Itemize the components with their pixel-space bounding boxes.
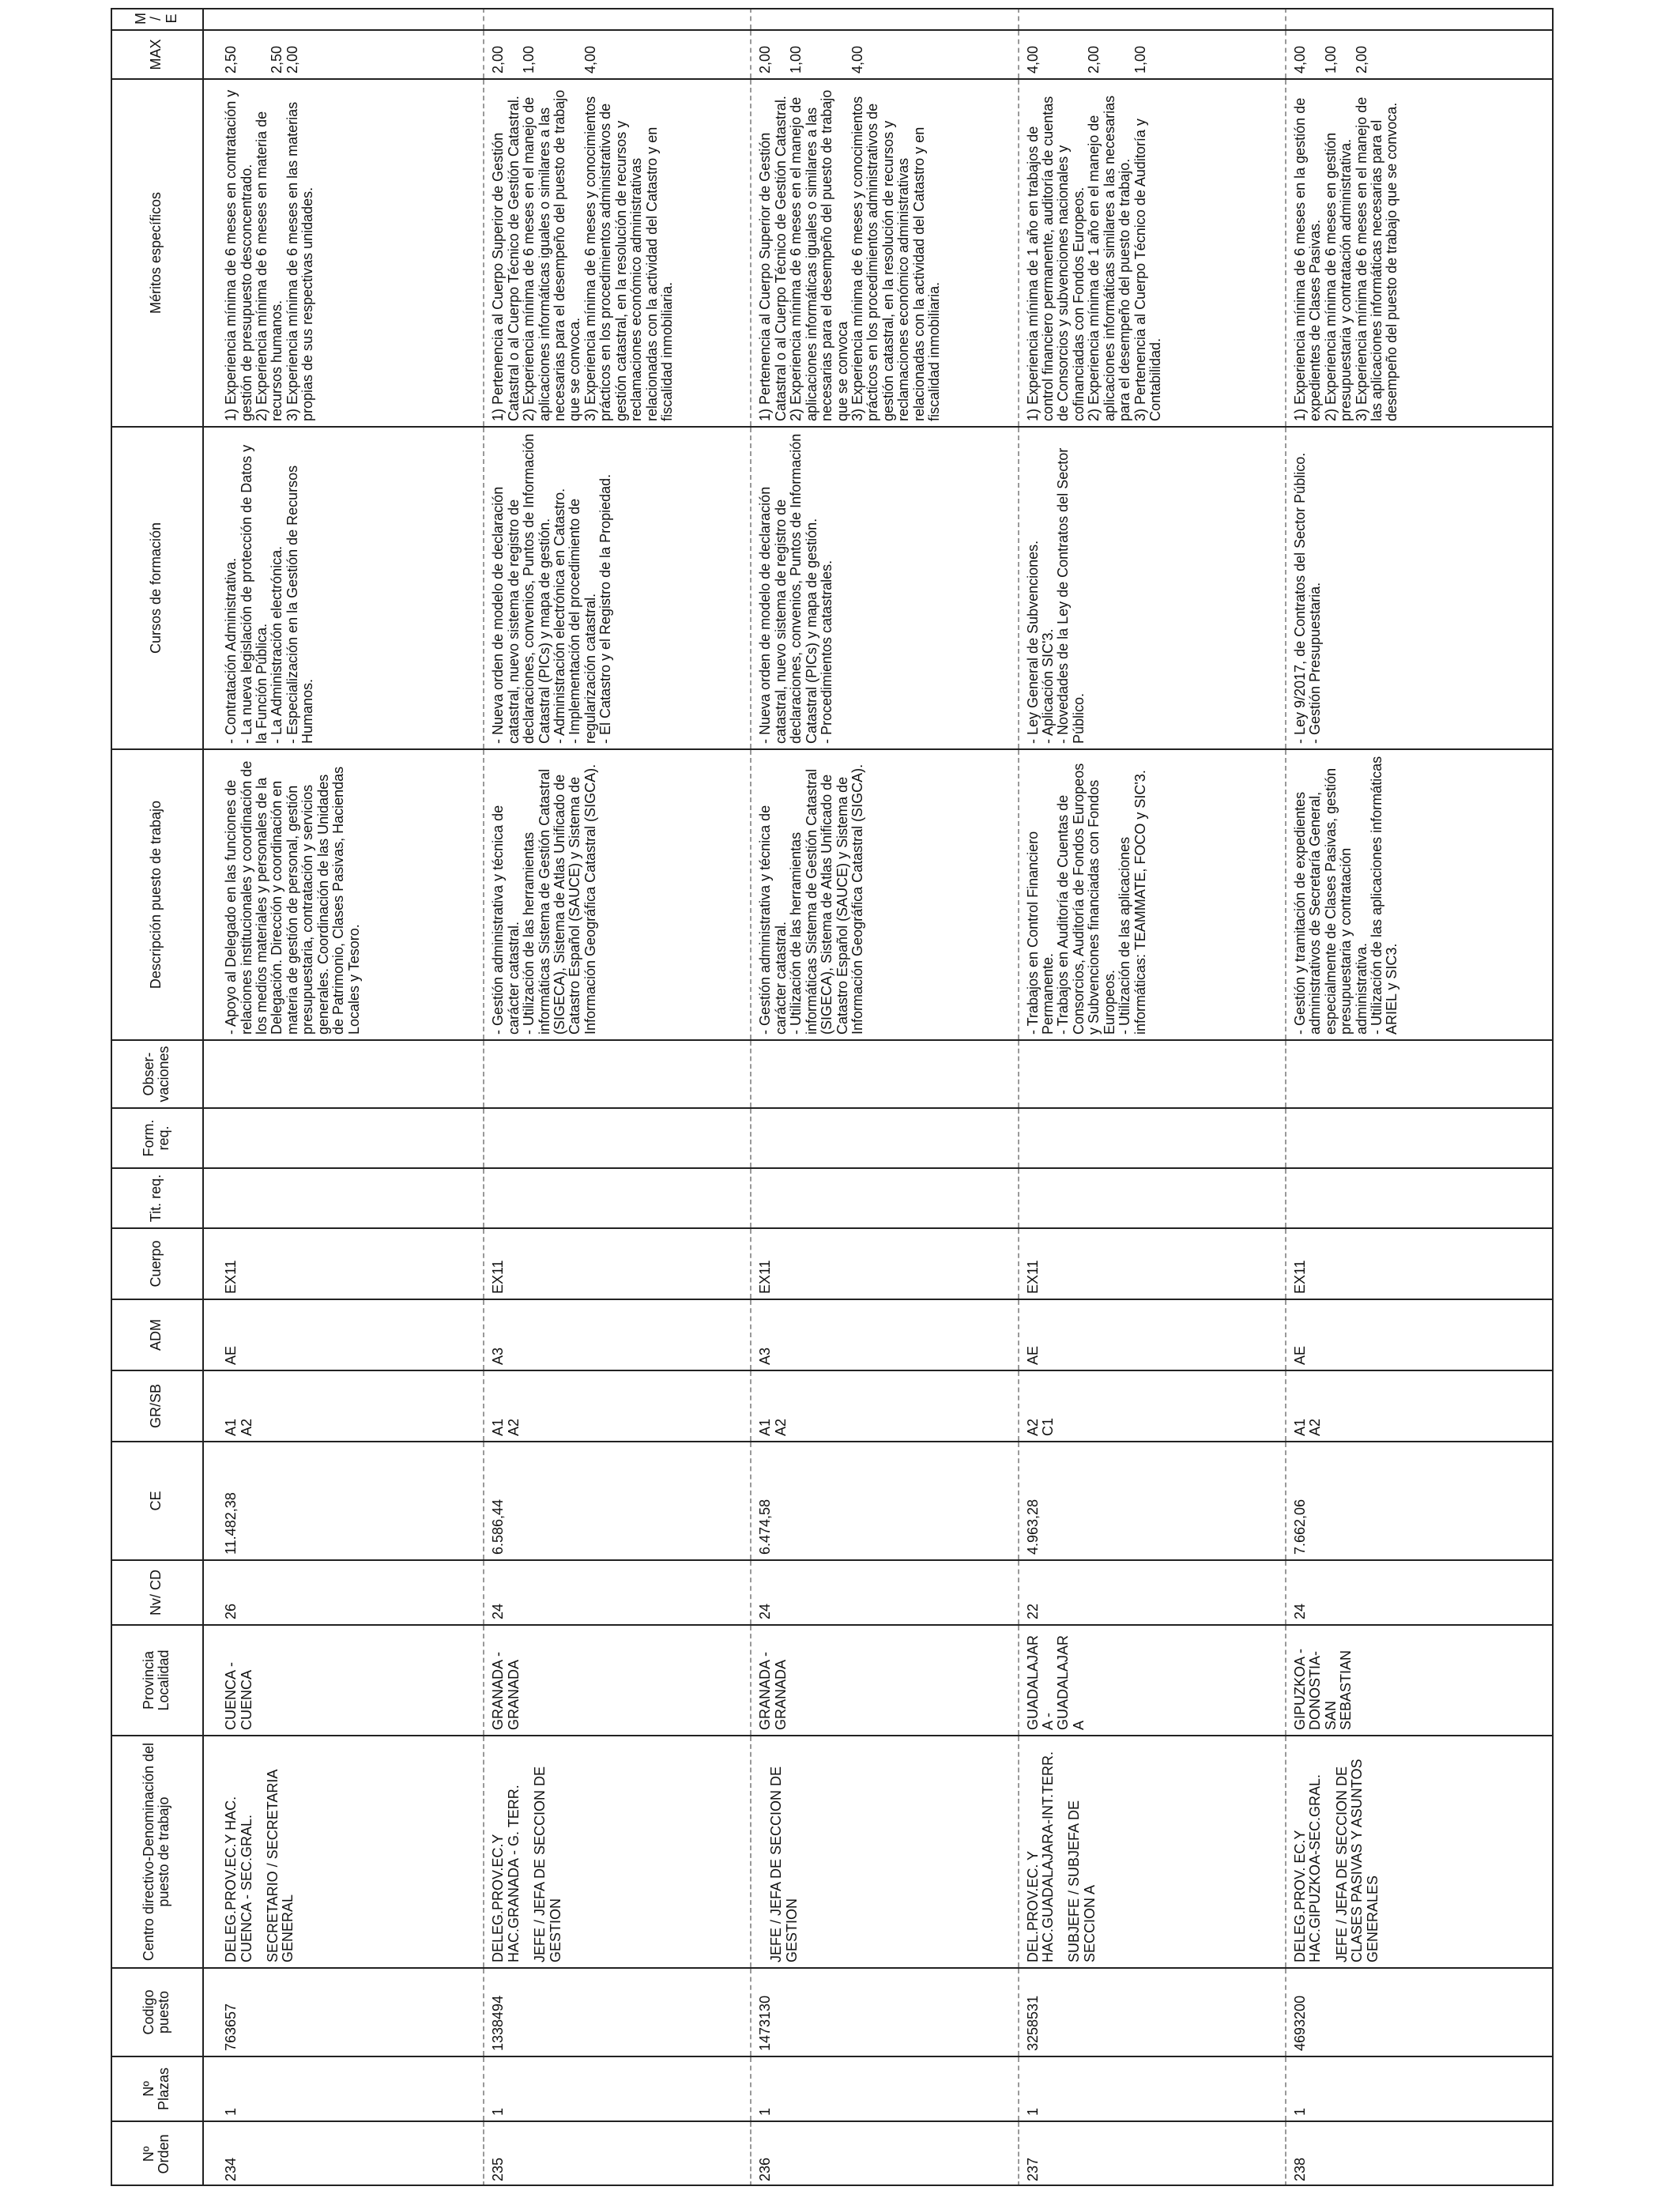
cell-codigo: 4693200 [1286, 1968, 1553, 2056]
cell-plazas: 1 [1019, 2056, 1286, 2121]
cell-ce: 11.482,38 [217, 1442, 484, 1560]
header-max: MAX [111, 30, 203, 79]
header-formacion: Form. req. [111, 1108, 203, 1168]
cell-descripcion: - Gestión administrativa y técnica de carácter catastral. - Utilización de las herramientas informáticas Sistema de Gestión Catastral (SIGECA), Sistema de Atlas Unificado de Catastro Español (SAUCE) y Sistema de Información Geográfica Catastral (SIGCA). [751, 749, 1018, 1040]
cell-codigo: 3258531 [1019, 1968, 1286, 2056]
cell-max: 2,00 1,00 4,00 [484, 30, 751, 79]
cell-plazas: 1 [751, 2056, 1018, 2121]
cell-meritos: 1) Pertenencia al Cuerpo Superior de Gestión Catastral o al Cuerpo Técnico de Gestión Catastral. 2) Experiencia mínima de 6 meses en el manejo de aplicaciones informáticas iguales o similares a las necesarias para el desempeño del puesto de trabajo que se convoca. 3) Experiencia mínima de 6 meses y conocimientos prácticos en los procedimientos administrativos de gestión catastral, en la resolución de recursos y reclamaciones económico administrativas relacionadas con la actividad del Catastro y en fiscalidad inmobiliaria. [484, 79, 751, 427]
cell-adm: A3 [751, 1299, 1018, 1370]
denominacion-puesto: JEFE / JEFA DE SECCION DE GESTION [768, 1766, 800, 1962]
cell-cursos: - Ley 9/2017, de Contratos del Sector Público. - Gestión Presupuestaria. [1286, 427, 1553, 749]
header-centro: Centro directivo-Denominación del puesto de trabajo [111, 1736, 203, 1968]
cell-formacion [751, 1108, 1018, 1168]
cell-orden: 238 [1286, 2121, 1553, 2186]
header-nivel: Nv/ CD [111, 1560, 203, 1625]
table-row [484, 8, 751, 2186]
job-positions-table [111, 8, 1554, 2186]
cell-formacion [484, 1108, 751, 1168]
cell-me [1286, 8, 1553, 30]
cell-grupo: A1 A2 [1286, 1370, 1553, 1442]
denominacion-puesto: JEFE / JEFA DE SECCION DE GESTION [532, 1766, 563, 1962]
header-adm: ADM [111, 1299, 203, 1370]
cell-adm: AE [1286, 1299, 1553, 1370]
cell-nivel: 26 [217, 1560, 484, 1625]
cell-codigo: 1473130 [751, 1968, 1018, 2056]
cell-orden: 237 [1019, 2121, 1286, 2186]
cell-ce: 4.963,28 [1019, 1442, 1286, 1560]
cell-me [217, 8, 484, 30]
cell-plazas: 1 [484, 2056, 751, 2121]
spacer-row [203, 8, 217, 2186]
cell-me [1019, 8, 1286, 30]
cell-plazas: 1 [217, 2056, 484, 2121]
cell-codigo: 1338494 [484, 1968, 751, 2056]
cell-descripcion: - Apoyo al Delegado en las funciones de relaciones institucionales y coordinación de los medios materiales y personales de la Delegación. Dirección y coordinación en materia de gestión de personal, gestión presupuestaria, contratación y servicios generales. Coordinación de las Unidades de Patrimonio, Clases Pasivas, Haciendas Locales y Tesoro. [217, 749, 484, 1040]
header-me: M/E [111, 8, 203, 30]
cell-me [751, 8, 1018, 30]
cell-meritos: 1) Pertenencia al Cuerpo Superior de Gestión Catastral o al Cuerpo Técnico de Gestión Catastral. 2) Experiencia mínima de 6 meses en el manejo de aplicaciones informáticas iguales o similares a las necesarias para el desempeño del puesto de trabajo que se convoca 3) Experiencia mínima de 6 meses y conocimientos prácticos en los procedimientos administrativos de gestión catastral, en la resolución de recursos y reclamaciones económico administrativas relacionadas con la actividad del Catastro y en fiscalidad inmobiliaria. [751, 79, 1018, 427]
cell-centro [1019, 1736, 1286, 1968]
header-meritos: Méritos específicos [111, 79, 203, 427]
cell-titulacion [484, 1168, 751, 1228]
header-descripcion: Descripción puesto de trabajo [111, 749, 203, 1040]
cell-observaciones [1019, 1040, 1286, 1108]
cell-cuerpo: EX11 [1019, 1228, 1286, 1299]
cell-grupo: A2 C1 [1019, 1370, 1286, 1442]
cell-cuerpo: EX11 [1286, 1228, 1553, 1299]
cell-adm: A3 [484, 1299, 751, 1370]
cell-descripcion: - Gestión administrativa y técnica de carácter catastral. - Utilización de las herramientas informáticas Sistema de Gestión Catastral (SIGECA), Sistema de Atlas Unificado de Catastro Español (SAUCE) y Sistema de Información Geográfica Catastral (SIGCA). [484, 749, 751, 1040]
cell-me [484, 8, 751, 30]
cell-max: 2,00 1,00 4,00 [751, 30, 1018, 79]
cell-titulacion [751, 1168, 1018, 1228]
cell-adm: AE [217, 1299, 484, 1370]
cell-provincia: GRANADA - GRANADA [484, 1625, 751, 1736]
cell-formacion [217, 1108, 484, 1168]
header-provincia: Provincia Localidad [111, 1625, 203, 1736]
cell-ce: 6.586,44 [484, 1442, 751, 1560]
cell-grupo: A1 A2 [751, 1370, 1018, 1442]
cell-titulacion [217, 1168, 484, 1228]
header-grupo: GR/SB [111, 1370, 203, 1442]
cell-observaciones [1286, 1040, 1553, 1108]
cell-provincia: GUADALAJARA - GUADALAJARA [1019, 1625, 1286, 1736]
cell-titulacion [1019, 1168, 1286, 1228]
cell-observaciones [751, 1040, 1018, 1108]
cell-titulacion [1286, 1168, 1553, 1228]
table-row [217, 8, 484, 2186]
header-observaciones: Obser-vaciones [111, 1040, 203, 1108]
cell-nivel: 22 [1019, 1560, 1286, 1625]
centro-directivo: DELEG.PROV.EC.Y HAC.GRANADA - G. TERR. [490, 1785, 522, 1962]
cell-plazas: 1 [1286, 2056, 1553, 2121]
table-row [1019, 8, 1286, 2186]
header-orden: Nº Orden [111, 2121, 203, 2186]
cell-nivel: 24 [1286, 1560, 1553, 1625]
cell-adm: AE [1019, 1299, 1286, 1370]
cell-observaciones [217, 1040, 484, 1108]
cell-cuerpo: EX11 [751, 1228, 1018, 1299]
header-plazas: Nº Plazas [111, 2056, 203, 2121]
cell-orden: 236 [751, 2121, 1018, 2186]
header-codigo: Codigo puesto [111, 1968, 203, 2056]
header-titulacion: Tit. req. [111, 1168, 203, 1228]
cell-cursos: - Contratación Administrativa. - La nueva legislación de protección de Datos y la Función Pública. - La Administración electrónica. - Especialización en la Gestión de Recursos Humanos. [217, 427, 484, 749]
cell-centro [217, 1736, 484, 1968]
cell-orden: 235 [484, 2121, 751, 2186]
header-cursos: Cursos de formación [111, 427, 203, 749]
cell-max: 2,50 2,50 2,00 [217, 30, 484, 79]
denominacion-puesto: SUBJEFE / SUBJEFA DE SECCION A [1066, 1800, 1098, 1962]
denominacion-puesto: JEFE / JEFA DE SECCION DE CLASES PASIVAS Y ASUNTOS GENERALES [1333, 1759, 1381, 1962]
cell-cursos: - Nueva orden de modelo de declaración catastral, nuevo sistema de registro de declaraciones, convenios, Puntos de Información Catastral (PICs) y mapa de gestión. - Procedimientos catastrales. [751, 427, 1018, 749]
cell-meritos: 1) Experiencia mínima de 1 año en trabajos de control financiero permanente, auditoría de cuentas de Consorcios y subvenciones nacionales y cofinanciadas con Fondos Europeos. 2) Experiencia mínima de 1 año en el manejo de aplicaciones informáticas similares a las necesarias para el desempeño del puesto de trabajo. 3) Pertenencia al Cuerpo Técnico de Auditoría y Contabilidad. [1019, 79, 1286, 427]
cell-descripcion: - Trabajos en Control Financiero Permanente. - Trabajos en Auditoría de Cuentas de Consorcios, Auditoría de Fondos Europeos y Subvenciones financiadas con Fondos Europeos. - Utilización de las aplicaciones informáticas: TEAMMATE, FOCO y SIC'3. [1019, 749, 1286, 1040]
cell-codigo: 763657 [217, 1968, 484, 2056]
header-ce: CE [111, 1442, 203, 1560]
header-row [111, 8, 203, 2186]
table-row [1286, 8, 1553, 2186]
cell-centro [751, 1736, 1018, 1968]
cell-cursos: - Nueva orden de modelo de declaración catastral, nuevo sistema de registro de declaraciones, convenios, Puntos de Información Catastral (PICs) y mapa de gestión. - Administración electrónica en Catastro. - Implementación del procedimiento de regularización catastral. - El Catastro y el Registro de la Propiedad. [484, 427, 751, 749]
cell-grupo: A1 A2 [484, 1370, 751, 1442]
cell-formacion [1286, 1108, 1553, 1168]
cell-orden: 234 [217, 2121, 484, 2186]
cell-cuerpo: EX11 [484, 1228, 751, 1299]
header-cuerpo: Cuerpo [111, 1228, 203, 1299]
cell-max: 4,00 1,00 2,00 [1286, 30, 1553, 79]
cell-max: 4,00 2,00 1,00 [1019, 30, 1286, 79]
cell-provincia: CUENCA - CUENCA [217, 1625, 484, 1736]
cell-descripcion: - Gestión y tramitación de expedientes administrativos de Secretaría General, especialmente de Clases Pasivas, gestión presupuestaria y contratación administrativa. - Utilización de las aplicaciones informáticas ARIEL y SIC3. [1286, 749, 1553, 1040]
cell-cuerpo: EX11 [217, 1228, 484, 1299]
cell-formacion [1019, 1108, 1286, 1168]
cell-nivel: 24 [751, 1560, 1018, 1625]
cell-grupo: A1 A2 [217, 1370, 484, 1442]
denominacion-puesto: SECRETARIO / SECRETARIA GENERAL [264, 1770, 296, 1962]
centro-directivo: DELEG.PROV.EC.Y HAC. CUENCA - SEC.GRAL. [223, 1796, 254, 1962]
cell-meritos: 1) Experiencia mínima de 6 meses en contratación y gestión de presupuesto desconcentrado. 2) Experiencia mínima de 6 meses en materia de recursos humanos. 3) Experiencia mínima de 6 meses en las materias propias de sus respectivas unidades. [217, 79, 484, 427]
cell-cursos: - Ley General de Subvenciones. - Aplicación SIC'3. - Novedades de la Ley de Contratos del Sector Público. [1019, 427, 1286, 749]
table-row [751, 8, 1018, 2186]
centro-directivo: DEL.PROV.EC. Y HAC.GUADALAJARA-INT.TERR. [1024, 1751, 1057, 1962]
cell-meritos: 1) Experiencia mínima de 6 meses en la gestión de expedientes de Clases Pasivas. 2) Experiencia mínima de 6 meses en gestión presupuestaria y contratación administrativa. 3) Experiencia mínima de 6 meses en el manejo de las aplicaciones informáticas necesarias para el desempeño del puesto de trabajo que se convoca. [1286, 79, 1553, 427]
cell-observaciones [484, 1040, 751, 1108]
centro-directivo: DELEG.PROV. EC.Y HAC.GIPUZKOA-SEC.GRAL. [1291, 1774, 1324, 1962]
cell-nivel: 24 [484, 1560, 751, 1625]
cell-provincia: GIPUZKOA - DONOSTIA-SAN SEBASTIAN [1286, 1625, 1553, 1736]
cell-centro [484, 1736, 751, 1968]
cell-ce: 6.474,58 [751, 1442, 1018, 1560]
cell-ce: 7.662,06 [1286, 1442, 1553, 1560]
cell-centro [1286, 1736, 1553, 1968]
cell-provincia: GRANADA - GRANADA [751, 1625, 1018, 1736]
